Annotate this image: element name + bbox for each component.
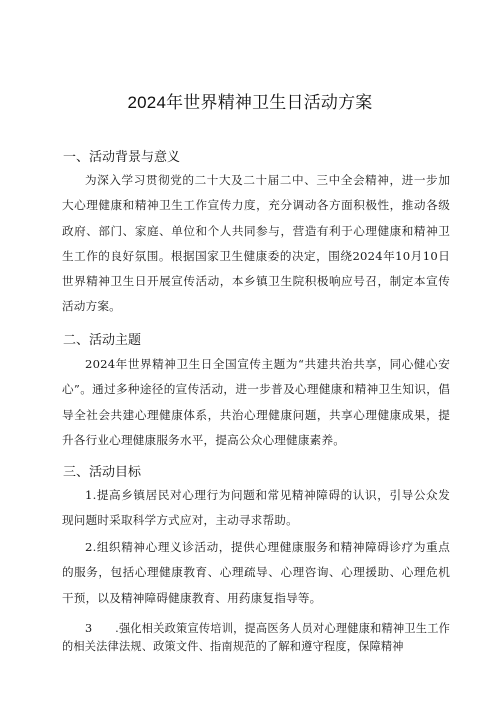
section-paragraph-theme: 2024年世界精神卫生日全国宣传主题为“共建共治共享，同心健心安心”。通过多种途径的宣传活动，进一步普及心理健康和精神卫生知识，倡导全社会共建心理健康体系，共治心理健康问题，共享心理健康成果，提升各行业心理健康服务水平，提高公众心理健康素养。 [62,357,450,447]
section-heading-theme: 二、活动主题 [63,333,142,348]
section-paragraph-background: 为深入学习贯彻党的二十大及二十届二中、三中全会精神，进一步加大心理健康和精神卫生工作宣传力度，充分调动各方面积极性，推动各级政府、部门、家庭、单位和个人共同参与，营造有利于心理健康和精神卫生工作的良好氛围。根据国家卫生健康委的决定，围绕2024年10月10日世界精神卫生日开展宣传活动，本乡镇卫生院积极响应号召，制定本宣传活动方案。 [62,173,450,314]
section-heading-background: 一、活动背景与意义 [63,150,181,165]
goal-item-2: 2.组织精神心理义诊活动，提供心理健康服务和精神障碍诊疗为重点的服务，包括心理健康教育、心理疏导、心理咨询、心理援助、心理危机干预，以及精神障碍健康教育、用药康复指导等。 [62,540,450,605]
section-heading-goals: 三、活动目标 [63,465,142,480]
document-title: 2024年世界精神卫生日活动方案 [127,93,373,112]
goal-item-3: 3 .强化相关政策宣传培训，提高医务人员对心理健康和精神卫生工作的相关法律法规、政策文件、指南规范的了解和遵守程度，保障精神 [62,622,450,653]
goal-item-1: 1.提高乡镇居民对心理行为问题和常见精神障碍的认识，引导公众发现问题时采取科学方式应对，主动寻求帮助。 [62,488,450,528]
